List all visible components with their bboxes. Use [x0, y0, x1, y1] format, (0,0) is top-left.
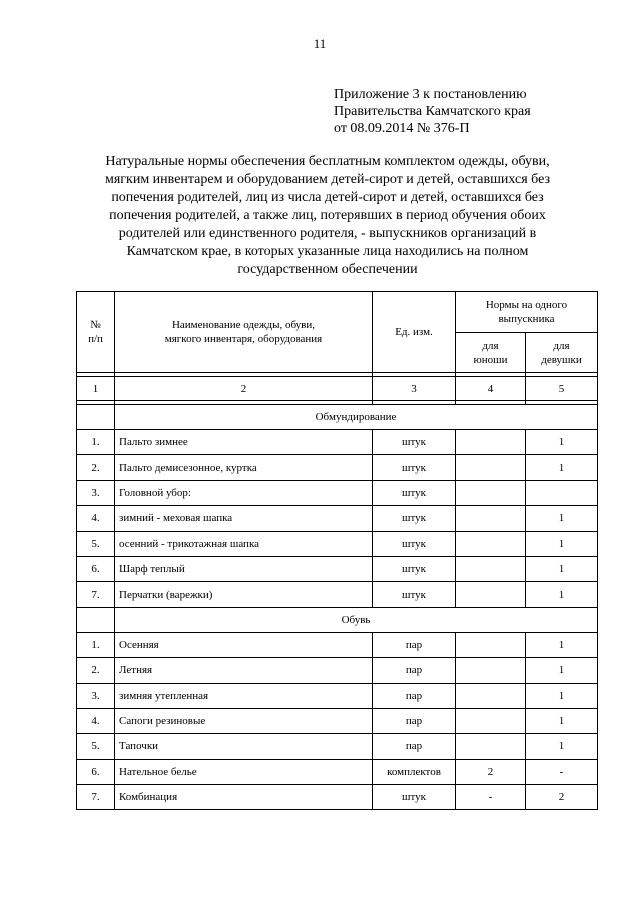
norm-boys: [456, 582, 526, 607]
title-line: Камчатском крае, в которых указанные лица находились на полном: [126, 244, 529, 259]
table-row: [77, 506, 598, 531]
item-name: Нательное белье: [115, 759, 373, 784]
table-row: [77, 683, 598, 708]
item-unit: штук: [373, 480, 456, 505]
table-row: [77, 734, 598, 759]
title-line: Натуральные нормы обеспечения бесплатным комплектом одежды, обуви,: [105, 154, 550, 169]
table-row: [77, 632, 598, 657]
norm-girls: 1: [526, 582, 598, 607]
item-name: Осенняя: [115, 632, 373, 657]
item-name: Комбинация: [115, 785, 373, 810]
appendix-line: Правительства Камчатского края: [334, 104, 531, 119]
header-item-name: Наименование одежды, обуви, мягкого инвентаря, оборудования: [115, 292, 373, 373]
norm-girls: 1: [526, 430, 598, 455]
norm-girls: 1: [526, 683, 598, 708]
column-number: 5: [526, 377, 598, 401]
norm-boys: [456, 658, 526, 683]
item-name: Тапочки: [115, 734, 373, 759]
norm-boys: [456, 632, 526, 657]
norm-girls: 1: [526, 556, 598, 581]
section-title: Обувь: [115, 607, 598, 632]
table-row: [77, 480, 598, 505]
item-name: зимний - меховая шапка: [115, 506, 373, 531]
table-row: [77, 759, 598, 784]
row-number: 3.: [77, 480, 115, 505]
norm-boys: [456, 734, 526, 759]
row-number: 7.: [77, 582, 115, 607]
title-line: мягким инвентарем и оборудованием детей-сирот и детей, оставшихся без: [104, 172, 551, 187]
item-unit: пар: [373, 734, 456, 759]
appendix-line: от 08.09.2014 № 376-П: [334, 121, 470, 136]
norm-boys: [456, 708, 526, 733]
table-row: [77, 556, 598, 581]
header-unit: Ед. изм.: [373, 292, 456, 373]
row-number: 1.: [77, 430, 115, 455]
item-unit: пар: [373, 632, 456, 657]
row-number: 1.: [77, 632, 115, 657]
item-unit: комплектов: [373, 759, 456, 784]
norm-girls: 1: [526, 632, 598, 657]
title-line: государственном обеспечении: [237, 262, 418, 277]
item-name: осенний - трикотажная шапка: [115, 531, 373, 556]
norm-boys: [456, 430, 526, 455]
page-number: 11: [313, 36, 327, 51]
row-number: 2.: [77, 658, 115, 683]
appendix-reference: [334, 86, 634, 137]
document-title: [70, 153, 585, 279]
column-number-row: [77, 377, 598, 401]
row-number: 5.: [77, 531, 115, 556]
row-number: 4.: [77, 506, 115, 531]
item-unit: штук: [373, 556, 456, 581]
table-row: [77, 582, 598, 607]
norm-boys: 2: [456, 759, 526, 784]
item-unit: штук: [373, 582, 456, 607]
item-name: Пальто демисезонное, куртка: [115, 455, 373, 480]
item-name: Шарф теплый: [115, 556, 373, 581]
row-number: 6.: [77, 759, 115, 784]
item-unit: штук: [373, 506, 456, 531]
norm-girls: [526, 480, 598, 505]
norm-girls: 1: [526, 734, 598, 759]
norm-girls: 1: [526, 658, 598, 683]
item-unit: пар: [373, 708, 456, 733]
item-unit: пар: [373, 658, 456, 683]
norm-girls: -: [526, 759, 598, 784]
norm-girls: 1: [526, 506, 598, 531]
norm-boys: -: [456, 785, 526, 810]
item-name: Головной убор:: [115, 480, 373, 505]
norm-boys: [456, 556, 526, 581]
item-name: Перчатки (варежки): [115, 582, 373, 607]
title-line: родителей или единственного родителя, - выпускников организаций в: [118, 226, 537, 241]
row-number: 7.: [77, 785, 115, 810]
row-number: 5.: [77, 734, 115, 759]
table-row: [77, 455, 598, 480]
row-number: 6.: [77, 556, 115, 581]
title-line: попечения родителей, а также лиц, потерявших в период обучения обоих: [109, 208, 546, 223]
norm-boys: [456, 531, 526, 556]
table-row: [77, 531, 598, 556]
appendix-line: Приложение 3 к постановлению: [334, 87, 527, 102]
section-blank-cell: [77, 405, 115, 430]
header-girls: для девушки: [526, 333, 598, 373]
header-number: № п/п: [77, 292, 115, 373]
item-unit: штук: [373, 531, 456, 556]
section-title: Обмундирование: [115, 405, 598, 430]
item-name: Сапоги резиновые: [115, 708, 373, 733]
item-name: Летняя: [115, 658, 373, 683]
row-number: 2.: [77, 455, 115, 480]
norm-girls: 1: [526, 708, 598, 733]
title-line: попечения родителей, лиц из числа детей-сирот и детей, оставшихся без: [111, 190, 544, 205]
table-row: [77, 708, 598, 733]
item-unit: штук: [373, 785, 456, 810]
norms-table: [76, 291, 598, 810]
section-row: [77, 607, 598, 632]
item-name: Пальто зимнее: [115, 430, 373, 455]
norm-boys: [456, 683, 526, 708]
table-header-row: [77, 292, 598, 333]
section-blank-cell: [77, 607, 115, 632]
column-number: 3: [373, 377, 456, 401]
column-number: 2: [115, 377, 373, 401]
table-row: [77, 785, 598, 810]
column-number: 4: [456, 377, 526, 401]
table-row: [77, 658, 598, 683]
column-number: 1: [77, 377, 115, 401]
norm-boys: [456, 506, 526, 531]
norm-girls: 2: [526, 785, 598, 810]
norm-girls: 1: [526, 455, 598, 480]
table-row: [77, 430, 598, 455]
norm-boys: [456, 455, 526, 480]
header-norms: Нормы на одного выпускника: [456, 292, 598, 333]
row-number: 4.: [77, 708, 115, 733]
norm-girls: 1: [526, 531, 598, 556]
item-name: зимняя утепленная: [115, 683, 373, 708]
section-row: [77, 405, 598, 430]
item-unit: штук: [373, 430, 456, 455]
header-boys: для юноши: [456, 333, 526, 373]
norm-boys: [456, 480, 526, 505]
item-unit: пар: [373, 683, 456, 708]
row-number: 3.: [77, 683, 115, 708]
item-unit: штук: [373, 455, 456, 480]
